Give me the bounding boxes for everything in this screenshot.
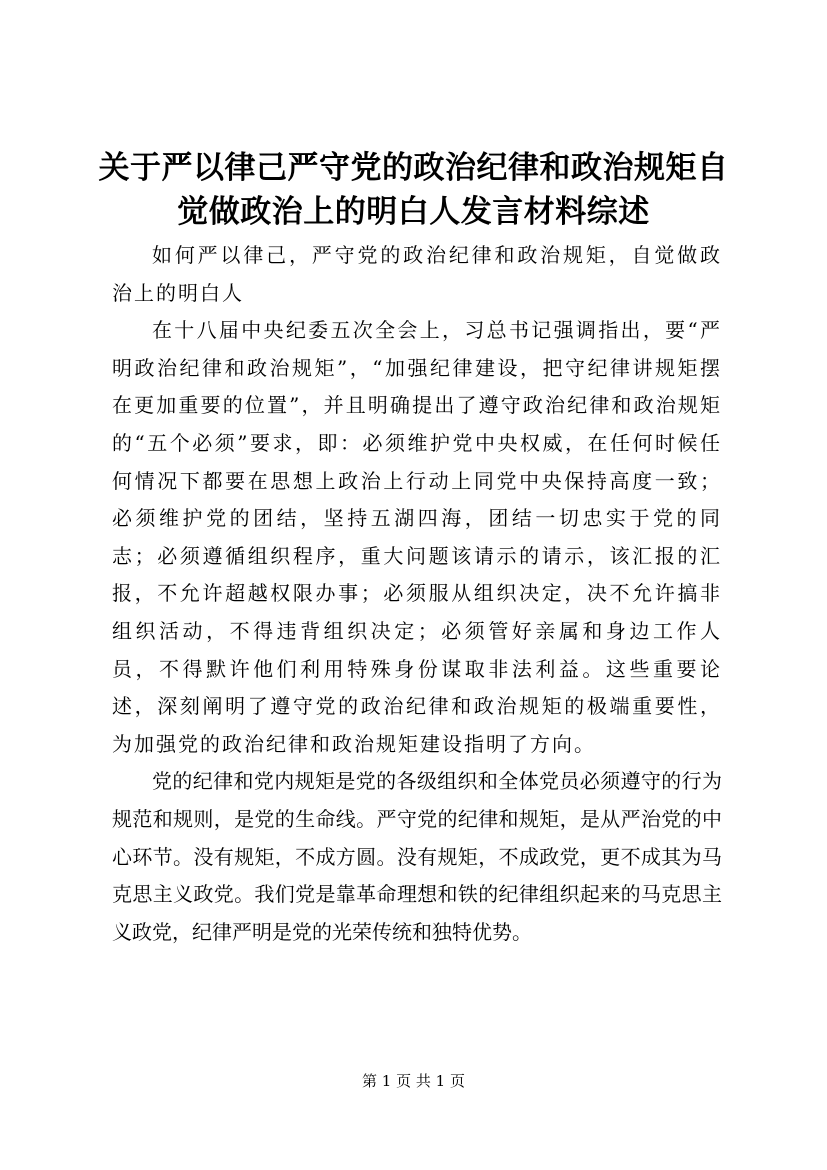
- document-title: [0, 146, 827, 234]
- document-title-line-1: 关于严以律己严守党的政治纪律和政治规矩自: [98, 150, 729, 186]
- paragraph-1: 如何严以律己，严守党的政治纪律和政治规矩，自觉做政治上的明白人: [112, 243, 722, 305]
- document-title-line-2: 觉做政治上的明白人发言材料综述: [177, 194, 650, 230]
- paragraph-2: 在十八届中央纪委五次全会上，习总书记强调指出，要“严明政治纪律和政治规矩”，“加强纪律建设，把守纪律讲规矩摆在更加重要的位置”，并且明确提出了遵守政治纪律和政治规矩的“五个必须”要求，即：必须维护党中央权威，在任何时候任何情况下都要在思想上政治上行动上同党中央保持高度一致；必须维护党的团结，坚持五湖四海，团结一切忠实于党的同志；必须遵循组织程序，重大问题该请示的请示，该汇报的汇报，不允许超越权限办事；必须服从组织决定，决不允许搞非组织活动，不得违背组织决定；必须管好亲属和身边工作人员，不得默许他们利用特殊身份谋取非法利益。这些重要论述，深刻阐明了遵守党的政治纪律和政治规矩的极端重要性，为加强党的政治纪律和政治规矩建设指明了方向。: [112, 318, 722, 756]
- page-footer: 第 1 页 共 1 页: [362, 1072, 465, 1090]
- paragraph-3: 党的纪律和党内规矩是党的各级组织和全体党员必须遵守的行为规范和规则，是党的生命线。严守党的纪律和规矩，是从严治党的中心环节。没有规矩，不成方圆。没有规矩，不成政党，更不成其为马克思主义政党。我们党是靠革命理想和铁的纪律组织起来的马克思主义政党，纪律严明是党的光荣传统和独特优势。: [112, 769, 722, 944]
- document-body: [112, 237, 722, 951]
